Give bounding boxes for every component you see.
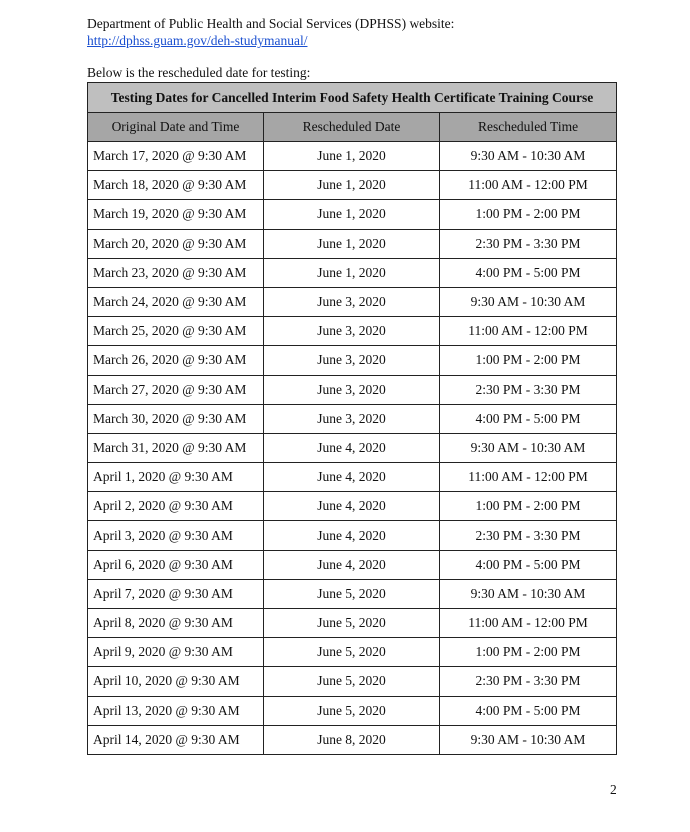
rescheduled-time-cell: 9:30 AM - 10:30 AM <box>440 142 617 171</box>
column-header-rescheduled-date: Rescheduled Date <box>264 113 440 142</box>
rescheduled-date-cell: June 4, 2020 <box>264 433 440 462</box>
table-row <box>88 317 617 346</box>
table-row <box>88 346 617 375</box>
rescheduled-date-cell: June 3, 2020 <box>264 287 440 316</box>
original-date-cell: March 17, 2020 @ 9:30 AM <box>88 142 264 171</box>
original-date-cell: March 19, 2020 @ 9:30 AM <box>88 200 264 229</box>
table-row <box>88 229 617 258</box>
rescheduled-date-cell: June 3, 2020 <box>264 404 440 433</box>
rescheduled-time-cell: 4:00 PM - 5:00 PM <box>440 404 617 433</box>
table-row <box>88 725 617 754</box>
study-manual-link[interactable]: http://dphss.guam.gov/deh-studymanual/ <box>87 33 308 48</box>
table-row <box>88 375 617 404</box>
original-date-cell: March 31, 2020 @ 9:30 AM <box>88 433 264 462</box>
table-title-row <box>88 83 617 113</box>
rescheduled-time-cell: 11:00 AM - 12:00 PM <box>440 609 617 638</box>
rescheduled-time-cell: 11:00 AM - 12:00 PM <box>440 171 617 200</box>
rescheduled-time-cell: 9:30 AM - 10:30 AM <box>440 579 617 608</box>
table-row <box>88 200 617 229</box>
rescheduled-time-cell: 4:00 PM - 5:00 PM <box>440 696 617 725</box>
original-date-cell: March 20, 2020 @ 9:30 AM <box>88 229 264 258</box>
rescheduled-date-cell: June 3, 2020 <box>264 346 440 375</box>
rescheduled-time-cell: 4:00 PM - 5:00 PM <box>440 550 617 579</box>
rescheduled-time-cell: 9:30 AM - 10:30 AM <box>440 433 617 462</box>
table-row <box>88 171 617 200</box>
rescheduled-time-cell: 2:30 PM - 3:30 PM <box>440 229 617 258</box>
rescheduled-date-cell: June 8, 2020 <box>264 725 440 754</box>
original-date-cell: March 23, 2020 @ 9:30 AM <box>88 258 264 287</box>
rescheduled-time-cell: 9:30 AM - 10:30 AM <box>440 725 617 754</box>
rescheduled-date-cell: June 4, 2020 <box>264 492 440 521</box>
rescheduled-date-cell: June 1, 2020 <box>264 229 440 258</box>
rescheduled-time-cell: 4:00 PM - 5:00 PM <box>440 258 617 287</box>
table-header-row <box>88 113 617 142</box>
table-row <box>88 258 617 287</box>
rescheduled-testing-table <box>87 82 617 755</box>
column-header-original: Original Date and Time <box>88 113 264 142</box>
column-header-rescheduled-time: Rescheduled Time <box>440 113 617 142</box>
original-date-cell: April 2, 2020 @ 9:30 AM <box>88 492 264 521</box>
table-row <box>88 667 617 696</box>
table-row <box>88 433 617 462</box>
rescheduled-time-cell: 2:30 PM - 3:30 PM <box>440 667 617 696</box>
original-date-cell: April 3, 2020 @ 9:30 AM <box>88 521 264 550</box>
reschedule-intro-text: Below is the rescheduled date for testing: <box>87 65 311 80</box>
table-row <box>88 287 617 316</box>
rescheduled-time-cell: 1:00 PM - 2:00 PM <box>440 346 617 375</box>
rescheduled-date-cell: June 4, 2020 <box>264 550 440 579</box>
original-date-cell: April 10, 2020 @ 9:30 AM <box>88 667 264 696</box>
rescheduled-date-cell: June 5, 2020 <box>264 609 440 638</box>
rescheduled-time-cell: 1:00 PM - 2:00 PM <box>440 200 617 229</box>
rescheduled-date-cell: June 5, 2020 <box>264 579 440 608</box>
original-date-cell: April 13, 2020 @ 9:30 AM <box>88 696 264 725</box>
original-date-cell: March 18, 2020 @ 9:30 AM <box>88 171 264 200</box>
table-row <box>88 521 617 550</box>
original-date-cell: April 14, 2020 @ 9:30 AM <box>88 725 264 754</box>
rescheduled-date-cell: June 3, 2020 <box>264 375 440 404</box>
rescheduled-date-cell: June 4, 2020 <box>264 463 440 492</box>
original-date-cell: April 6, 2020 @ 9:30 AM <box>88 550 264 579</box>
table-row <box>88 404 617 433</box>
rescheduled-date-cell: June 4, 2020 <box>264 521 440 550</box>
rescheduled-date-cell: June 1, 2020 <box>264 142 440 171</box>
original-date-cell: March 24, 2020 @ 9:30 AM <box>88 287 264 316</box>
rescheduled-time-cell: 9:30 AM - 10:30 AM <box>440 287 617 316</box>
table-row <box>88 696 617 725</box>
table-row <box>88 463 617 492</box>
table-row <box>88 638 617 667</box>
original-date-cell: April 8, 2020 @ 9:30 AM <box>88 609 264 638</box>
rescheduled-time-cell: 2:30 PM - 3:30 PM <box>440 521 617 550</box>
rescheduled-date-cell: June 1, 2020 <box>264 258 440 287</box>
original-date-cell: April 1, 2020 @ 9:30 AM <box>88 463 264 492</box>
rescheduled-date-cell: June 3, 2020 <box>264 317 440 346</box>
original-date-cell: March 27, 2020 @ 9:30 AM <box>88 375 264 404</box>
rescheduled-date-cell: June 1, 2020 <box>264 171 440 200</box>
table-row <box>88 579 617 608</box>
original-date-cell: March 30, 2020 @ 9:30 AM <box>88 404 264 433</box>
rescheduled-time-cell: 1:00 PM - 2:00 PM <box>440 492 617 521</box>
rescheduled-time-cell: 1:00 PM - 2:00 PM <box>440 638 617 667</box>
table-title: Testing Dates for Cancelled Interim Food Safety Health Certificate Training Course <box>88 83 617 113</box>
rescheduled-time-cell: 2:30 PM - 3:30 PM <box>440 375 617 404</box>
table-row <box>88 550 617 579</box>
page-number: 2 <box>610 782 617 797</box>
original-date-cell: March 25, 2020 @ 9:30 AM <box>88 317 264 346</box>
table-row <box>88 142 617 171</box>
table-body <box>88 142 617 755</box>
rescheduled-time-cell: 11:00 AM - 12:00 PM <box>440 317 617 346</box>
rescheduled-date-cell: June 1, 2020 <box>264 200 440 229</box>
rescheduled-date-cell: June 5, 2020 <box>264 667 440 696</box>
rescheduled-date-cell: June 5, 2020 <box>264 696 440 725</box>
rescheduled-date-cell: June 5, 2020 <box>264 638 440 667</box>
original-date-cell: April 7, 2020 @ 9:30 AM <box>88 579 264 608</box>
website-intro-text: Department of Public Health and Social Services (DPHSS) website: <box>87 16 455 31</box>
table-row <box>88 492 617 521</box>
original-date-cell: April 9, 2020 @ 9:30 AM <box>88 638 264 667</box>
rescheduled-time-cell: 11:00 AM - 12:00 PM <box>440 463 617 492</box>
table-row <box>88 609 617 638</box>
original-date-cell: March 26, 2020 @ 9:30 AM <box>88 346 264 375</box>
